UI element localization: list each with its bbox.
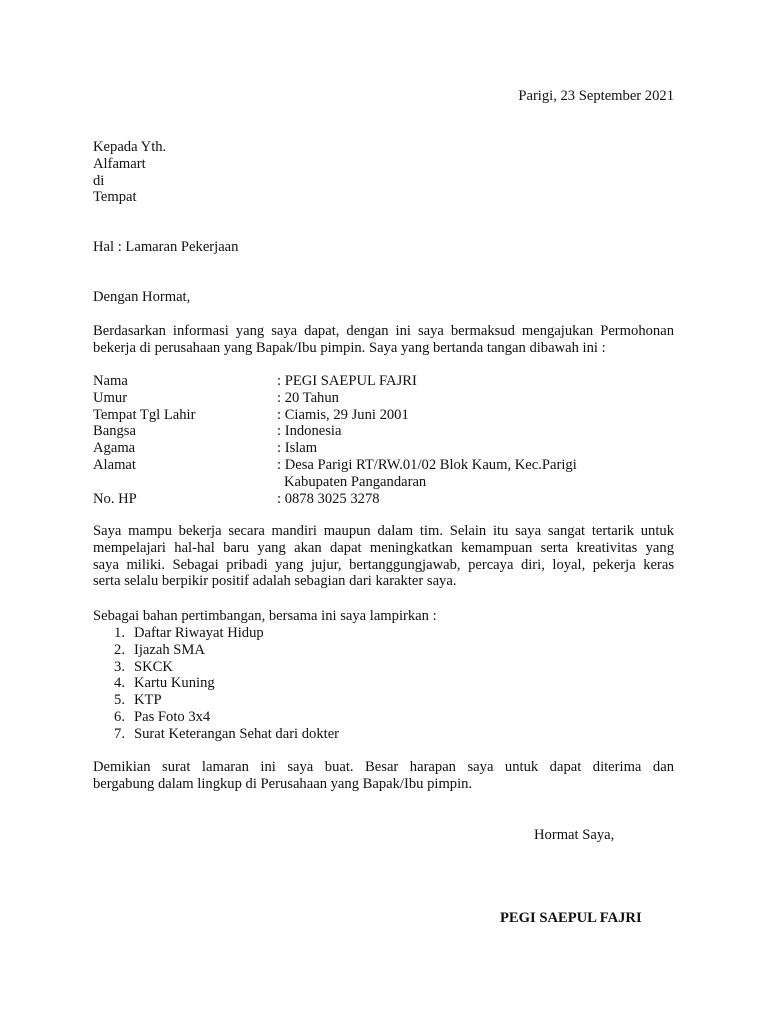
field-label: Alamat xyxy=(93,456,136,473)
field-label: Bangsa xyxy=(93,423,136,440)
intro-line: bekerja di perusahaan yang Bapak/Ibu pimpin. Saya yang bertanda tangan dibawah ini : xyxy=(93,339,606,356)
attachments-intro: Sebagai bahan pertimbangan, bersama ini saya lampirkan : xyxy=(93,608,437,624)
list-text: SKCK xyxy=(134,658,173,675)
recipient-line: Alfamart xyxy=(93,155,146,172)
field-agama xyxy=(93,440,674,457)
list-text: Daftar Riwayat Hidup xyxy=(134,625,264,641)
list-item xyxy=(93,659,674,676)
list-item xyxy=(93,726,674,743)
list-number: 5. xyxy=(114,692,125,709)
list-item xyxy=(93,692,674,709)
identity-fields xyxy=(93,373,674,507)
closing-paragraph xyxy=(93,759,674,793)
intro-line: Berdasarkan informasi yang saya dapat, dengan ini saya bermaksud mengajukan Permohonan xyxy=(93,323,674,339)
recipient-line: di xyxy=(93,172,105,189)
intro-paragraph xyxy=(93,323,674,357)
closing-line: Demikian surat lamaran ini saya buat. Besar harapan saya untuk dapat diterima dan xyxy=(93,759,674,775)
field-label: Umur xyxy=(93,389,128,406)
recipient-line: Kepada Yth. xyxy=(93,139,167,155)
field-label: Agama xyxy=(93,440,136,457)
field-nama xyxy=(93,373,674,390)
closing-line: bergabung dalam lingkup di Perusahaan yang Bapak/Ibu pimpin. xyxy=(93,775,473,792)
field-bangsa xyxy=(93,423,674,440)
field-value: : Islam xyxy=(277,440,318,457)
list-text: Surat Keterangan Sehat dari dokter xyxy=(134,725,340,742)
body-line: saya miliki. Sebagai pribadi yang jujur, bertanggungjawab, percaya diri, loyal, pekerja keras xyxy=(93,556,674,573)
list-number: 7. xyxy=(114,725,125,742)
field-label: Nama xyxy=(93,373,128,389)
recipient-line: Tempat xyxy=(93,189,137,206)
field-label: Tempat Tgl Lahir xyxy=(93,406,196,423)
field-value: : 20 Tahun xyxy=(277,389,339,406)
field-value-group xyxy=(277,457,674,491)
field-value: : Ciamis, 29 Juni 2001 xyxy=(277,406,409,423)
list-number: 6. xyxy=(114,708,125,725)
body-line: serta selalu berpikir positif adalah sebagian dari karakter saya. xyxy=(93,573,457,590)
list-text: Pas Foto 3x4 xyxy=(134,708,211,725)
list-text: Kartu Kuning xyxy=(134,675,215,692)
field-alamat xyxy=(93,457,674,491)
field-value-cont: Kabupaten Pangandaran xyxy=(284,473,427,490)
list-number: 3. xyxy=(114,658,125,675)
list-text: KTP xyxy=(134,692,162,709)
body-line: mempelajari hal-hal baru yang akan dapat meningkatkan kemampuan serta kreativitas yang xyxy=(93,539,674,556)
field-value: : Indonesia xyxy=(277,423,342,440)
field-ttl xyxy=(93,407,674,424)
greeting: Dengan Hormat, xyxy=(93,289,191,305)
list-item xyxy=(93,709,674,726)
field-value: : Desa Parigi RT/RW.01/02 Blok Kaum, Kec.Parigi xyxy=(277,456,577,473)
sign-off: Hormat Saya, xyxy=(534,827,615,843)
field-value: : 0878 3025 3278 xyxy=(277,490,380,507)
list-item xyxy=(93,625,674,642)
list-number: 1. xyxy=(114,625,125,641)
field-value: : PEGI SAEPUL FAJRI xyxy=(277,373,417,389)
subject: Hal : Lamaran Pekerjaan xyxy=(93,239,239,255)
list-item xyxy=(93,675,674,692)
list-text: Ijazah SMA xyxy=(134,641,205,658)
list-item xyxy=(93,642,674,659)
field-label: No. HP xyxy=(93,490,137,507)
date-line: Parigi, 23 September 2021 xyxy=(518,88,674,104)
recipient-block xyxy=(93,139,674,206)
field-hp xyxy=(93,491,674,508)
list-number: 2. xyxy=(114,641,125,658)
attachments-list xyxy=(93,625,674,743)
body-line: Saya mampu bekerja secara mandiri maupun dalam tim. Selain itu saya sangat tertarik untuk xyxy=(93,523,674,539)
body-paragraph xyxy=(93,523,674,590)
signer-name: PEGI SAEPUL FAJRI xyxy=(500,910,642,926)
field-umur xyxy=(93,390,674,407)
list-number: 4. xyxy=(114,675,125,692)
